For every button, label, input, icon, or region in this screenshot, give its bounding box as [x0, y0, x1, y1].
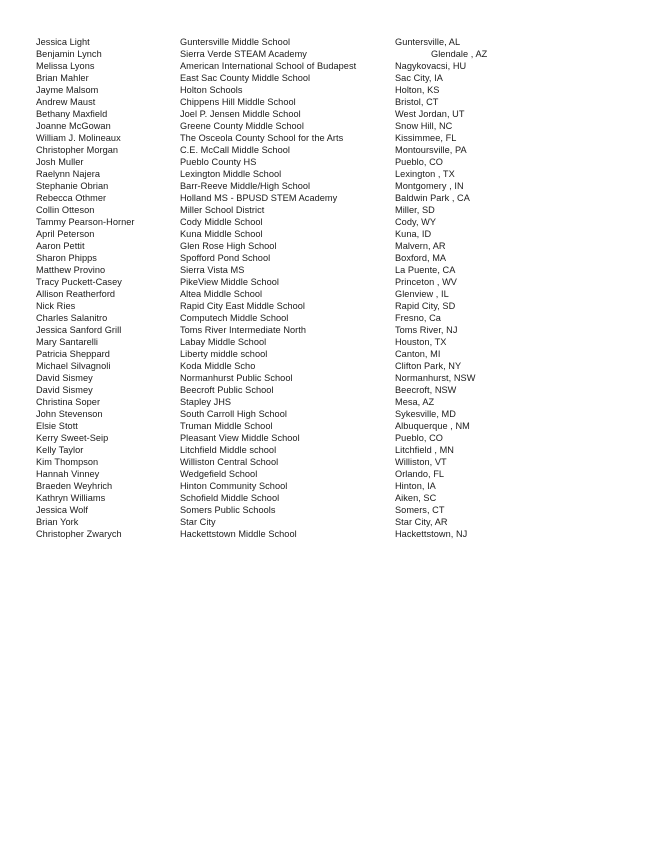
- participant-name: Aaron Pettit: [36, 241, 85, 251]
- school-name: Joel P. Jensen Middle School: [180, 109, 301, 119]
- school-name: Pleasant View Middle School: [180, 433, 300, 443]
- school-name: Wedgefield School: [180, 469, 258, 479]
- participant-name: Tammy Pearson-Horner: [36, 217, 135, 227]
- list-row: [36, 132, 516, 144]
- participant-name: Benjamin Lynch: [36, 49, 102, 59]
- list-row: [36, 120, 516, 132]
- participant-name: Andrew Maust: [36, 97, 96, 107]
- school-name: Schofield Middle School: [180, 493, 280, 503]
- school-name: Glen Rose High School: [180, 241, 277, 251]
- list-row: [36, 168, 516, 180]
- school-location: Williston, VT: [395, 457, 447, 467]
- school-location: Bristol, CT: [395, 97, 439, 107]
- list-row: [36, 504, 516, 516]
- school-name: Sierra Verde STEAM Academy: [180, 49, 307, 59]
- participant-name: Hannah Vinney: [36, 469, 100, 479]
- list-row: [36, 408, 516, 420]
- list-row: [36, 156, 516, 168]
- school-name: Somers Public Schools: [180, 505, 276, 515]
- list-row: [36, 240, 516, 252]
- school-name: PikeView Middle School: [180, 277, 279, 287]
- participant-name: Christina Soper: [36, 397, 101, 407]
- school-name: Stapley JHS: [180, 397, 232, 407]
- school-location: Pueblo, CO: [395, 157, 443, 167]
- list-row: [36, 72, 516, 84]
- participant-name: Tracy Puckett-Casey: [36, 277, 122, 287]
- school-name: C.E. McCall Middle School: [180, 145, 291, 155]
- school-location: Hinton, IA: [395, 481, 436, 491]
- school-location: Baldwin Park , CA: [395, 193, 470, 203]
- participant-name: Raelynn Najera: [36, 169, 101, 179]
- school-name: Greene County Middle School: [180, 121, 304, 131]
- participant-name: Jayme Malsom: [36, 85, 99, 95]
- participant-name: April Peterson: [36, 229, 95, 239]
- list-row: [36, 276, 516, 288]
- school-name: Kuna Middle School: [180, 229, 263, 239]
- participant-name: Christopher Morgan: [36, 145, 119, 155]
- school-name: Star City: [180, 517, 216, 527]
- participant-name: Charles Salanitro: [36, 313, 108, 323]
- school-name: South Carroll High School: [180, 409, 287, 419]
- school-name: Barr-Reeve Middle/High School: [180, 181, 311, 191]
- participant-name: Christopher Zwarych: [36, 529, 122, 539]
- participant-name: Nick Ries: [36, 301, 76, 311]
- participant-name: Kathryn Williams: [36, 493, 106, 503]
- list-row: [36, 384, 516, 396]
- school-location: Albuquerque , NM: [395, 421, 470, 431]
- participant-name: Collin Otteson: [36, 205, 95, 215]
- list-row: [36, 60, 516, 72]
- school-location: Glendale , AZ: [431, 49, 488, 59]
- participant-list: [36, 36, 516, 540]
- list-row: [36, 144, 516, 156]
- participant-name: Melissa Lyons: [36, 61, 95, 71]
- list-row: [36, 468, 516, 480]
- school-name: Lexington Middle School: [180, 169, 282, 179]
- school-location: Glenview , IL: [395, 289, 449, 299]
- list-row: [36, 372, 516, 384]
- school-name: Pueblo County HS: [180, 157, 257, 167]
- participant-name: Brian Mahler: [36, 73, 89, 83]
- school-location: Fresno, Ca: [395, 313, 441, 323]
- list-row: [36, 456, 516, 468]
- school-name: Hinton Community School: [180, 481, 288, 491]
- list-row: [36, 216, 516, 228]
- participant-name: Jessica Light: [36, 37, 90, 47]
- list-row: [36, 204, 516, 216]
- school-name: Litchfield Middle school: [180, 445, 277, 455]
- participant-name: Jessica Sanford Grill: [36, 325, 122, 335]
- participant-name: Matthew Provino: [36, 265, 106, 275]
- list-row: [36, 480, 516, 492]
- participant-name: Joanne McGowan: [36, 121, 111, 131]
- school-location: Nagykovacsi, HU: [395, 61, 467, 71]
- school-location: Star City, AR: [395, 517, 448, 527]
- school-location: Miller, SD: [395, 205, 435, 215]
- list-row: [36, 312, 516, 324]
- participant-name: Kerry Sweet-Seip: [36, 433, 109, 443]
- list-row: [36, 528, 516, 540]
- list-row: [36, 444, 516, 456]
- list-row: [36, 300, 516, 312]
- list-row: [36, 492, 516, 504]
- school-location: Kuna, ID: [395, 229, 432, 239]
- school-name: Rapid City East Middle School: [180, 301, 306, 311]
- list-row: [36, 264, 516, 276]
- participant-name: Allison Reatherford: [36, 289, 116, 299]
- school-location: Kissimmee, FL: [395, 133, 457, 143]
- school-name: Hackettstown Middle School: [180, 529, 297, 539]
- school-location: Lexington , TX: [395, 169, 455, 179]
- school-name: Guntersville Middle School: [180, 37, 291, 47]
- school-name: American International School of Budapest: [180, 61, 357, 71]
- school-location: West Jordan, UT: [395, 109, 465, 119]
- participant-name: Michael Silvagnoli: [36, 361, 111, 371]
- school-name: Miller School District: [180, 205, 265, 215]
- list-row: [36, 48, 516, 60]
- school-location: Pueblo, CO: [395, 433, 443, 443]
- school-location: Rapid City, SD: [395, 301, 456, 311]
- list-row: [36, 396, 516, 408]
- school-location: Canton, MI: [395, 349, 441, 359]
- school-name: Holland MS - BPUSD STEM Academy: [180, 193, 338, 203]
- school-location: Montoursville, PA: [395, 145, 467, 155]
- list-row: [36, 108, 516, 120]
- list-row: [36, 336, 516, 348]
- school-name: Williston Central School: [180, 457, 279, 467]
- list-row: [36, 432, 516, 444]
- school-name: Spofford Pond School: [180, 253, 271, 263]
- school-location: Holton, KS: [395, 85, 440, 95]
- participant-name: David Sismey: [36, 373, 93, 383]
- school-location: Normanhurst, NSW: [395, 373, 476, 383]
- school-location: Clifton Park, NY: [395, 361, 462, 371]
- school-location: Orlando, FL: [395, 469, 445, 479]
- school-name: Cody Middle School: [180, 217, 263, 227]
- list-row: [36, 348, 516, 360]
- school-location: Guntersville, AL: [395, 37, 461, 47]
- school-location: Cody, WY: [395, 217, 437, 227]
- list-row: [36, 360, 516, 372]
- school-location: Aiken, SC: [395, 493, 437, 503]
- participant-name: Mary Santarelli: [36, 337, 99, 347]
- school-name: Beecroft Public School: [180, 385, 274, 395]
- participant-name: Jessica Wolf: [36, 505, 88, 515]
- participant-name: Braeden Weyhrich: [36, 481, 113, 491]
- participant-name: Rebecca Othmer: [36, 193, 107, 203]
- school-location: Boxford, MA: [395, 253, 447, 263]
- list-row: [36, 252, 516, 264]
- school-name: Normanhurst Public School: [180, 373, 293, 383]
- participant-name: John Stevenson: [36, 409, 103, 419]
- school-location: Houston, TX: [395, 337, 447, 347]
- school-location: Somers, CT: [395, 505, 445, 515]
- school-name: Chippens Hill Middle School: [180, 97, 296, 107]
- list-row: [36, 420, 516, 432]
- participant-name: William J. Molineaux: [36, 133, 121, 143]
- school-location: Snow Hill, NC: [395, 121, 453, 131]
- participant-name: Kim Thompson: [36, 457, 99, 467]
- participant-name: Patricia Sheppard: [36, 349, 110, 359]
- list-row: [36, 36, 516, 48]
- school-location: Montgomery , IN: [395, 181, 464, 191]
- participant-name: Bethany Maxfield: [36, 109, 108, 119]
- list-row: [36, 516, 516, 528]
- school-name: Toms River Intermediate North: [180, 325, 307, 335]
- list-row: [36, 84, 516, 96]
- school-location: La Puente, CA: [395, 265, 456, 275]
- participant-name: Brian York: [36, 517, 79, 527]
- school-name: The Osceola County School for the Arts: [180, 133, 344, 143]
- school-location: Mesa, AZ: [395, 397, 435, 407]
- list-row: [36, 96, 516, 108]
- school-location: Sac City, IA: [395, 73, 443, 83]
- school-location: Beecroft, NSW: [395, 385, 457, 395]
- school-location: Litchfield , MN: [395, 445, 454, 455]
- participant-name: Elsie Stott: [36, 421, 78, 431]
- participant-name: Sharon Phipps: [36, 253, 97, 263]
- school-name: Labay Middle School: [180, 337, 267, 347]
- list-row: [36, 180, 516, 192]
- participant-name: David Sismey: [36, 385, 93, 395]
- participant-name: Josh Muller: [36, 157, 84, 167]
- school-name: Truman Middle School: [180, 421, 273, 431]
- school-location: Princeton , WV: [395, 277, 457, 287]
- school-location: Toms River, NJ: [395, 325, 458, 335]
- school-name: Sierra Vista MS: [180, 265, 245, 275]
- school-location: Sykesville, MD: [395, 409, 456, 419]
- school-name: Koda Middle Scho: [180, 361, 256, 371]
- school-name: Holton Schools: [180, 85, 243, 95]
- participant-name: Kelly Taylor: [36, 445, 84, 455]
- school-location: Malvern, AR: [395, 241, 446, 251]
- participant-name: Stephanie Obrian: [36, 181, 109, 191]
- school-name: Liberty middle school: [180, 349, 268, 359]
- list-row: [36, 324, 516, 336]
- school-name: Computech Middle School: [180, 313, 289, 323]
- school-location: Hackettstown, NJ: [395, 529, 468, 539]
- school-name: East Sac County Middle School: [180, 73, 311, 83]
- school-name: Altea Middle School: [180, 289, 263, 299]
- list-row: [36, 288, 516, 300]
- list-row: [36, 228, 516, 240]
- list-row: [36, 192, 516, 204]
